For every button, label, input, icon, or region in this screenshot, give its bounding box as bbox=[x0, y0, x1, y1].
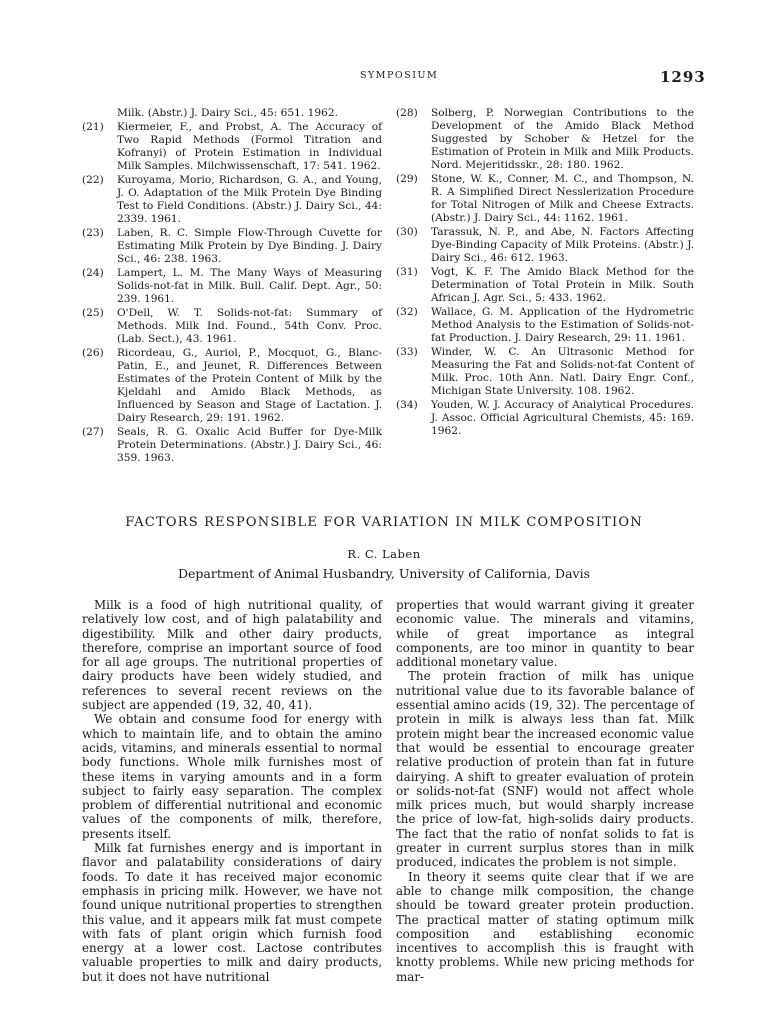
article-affiliation: Department of Animal Husbandry, University of California, Davis bbox=[178, 566, 590, 581]
reference-item bbox=[82, 307, 382, 346]
reference-item bbox=[396, 173, 694, 225]
reference-text: Seals, R. G. Oxalic Acid Buffer for Dye-Milk Protein Determinations. (Abstr.) J. Dairy Sci., 46: 359. 1963. bbox=[117, 426, 382, 464]
reference-number: (31) bbox=[396, 266, 418, 278]
reference-text: Milk. (Abstr.) J. Dairy Sci., 45: 651. 1962. bbox=[117, 107, 338, 119]
reference-number: (21) bbox=[82, 121, 104, 133]
reference-item bbox=[396, 266, 694, 305]
reference-item bbox=[396, 399, 694, 438]
running-head: SYMPOSIUM bbox=[360, 70, 439, 81]
reference-text: Winder, W. C. An Ultrasonic Method for Measuring the Fat and Solids-not-fat Content of Milk. Proc. 10th Ann. Natl. Dairy Engr. Conf., Michigan State University. 108. 1962. bbox=[431, 346, 694, 397]
reference-text: Kiermeier, F., and Probst, A. The Accuracy of Two Rapid Methods (Formol Titration and Kofranyi) of Protein Estimation in Individual Milk Samples. Milchwissenschaft, 17: 541. 1962. bbox=[117, 121, 382, 172]
body-left-column bbox=[82, 598, 382, 984]
reference-number: (26) bbox=[82, 347, 104, 359]
reference-text: Ricordeau, G., Auriol, P., Mocquot, G., Blanc-Patin, E., and Jeunet, R. Differences Between Estimates of the Protein Content of Milk by the Kjeldahl and Amido Black Methods, as Influenced by Season and Stage of Lactation. J. Dairy Research, 29: 191. 1962. bbox=[117, 347, 382, 424]
reference-text: Laben, R. C. Simple Flow-Through Cuvette for Estimating Milk Protein by Dye Binding. J. Dairy Sci., 46: 238. 1963. bbox=[117, 227, 382, 265]
reference-number: (22) bbox=[82, 174, 104, 186]
references-left-column bbox=[82, 107, 382, 466]
body-paragraph: Milk fat furnishes energy and is important in flavor and palatability considerations of dairy foods. To date it has received major economic emphasis in pricing milk. However, we have not found unique nutritional properties to strengthen this value, and it appears milk fat must compete with fats of plant origin which furnish food energy at a lower cost. Lactose contributes valuable properties to milk and dairy products, but it does not have nutritional bbox=[82, 841, 382, 984]
reference-item bbox=[396, 346, 694, 398]
reference-number: (24) bbox=[82, 267, 104, 279]
reference-item bbox=[82, 121, 382, 173]
references-right-column bbox=[396, 107, 694, 439]
reference-item bbox=[396, 306, 694, 345]
reference-text: Youden, W. J. Accuracy of Analytical Procedures. J. Assoc. Official Agricultural Chemists, 45: 169. 1962. bbox=[431, 399, 694, 437]
reference-item bbox=[82, 267, 382, 306]
reference-item bbox=[396, 226, 694, 265]
page-number: 1293 bbox=[660, 68, 706, 86]
article-author: R. C. Laben bbox=[347, 547, 421, 561]
reference-item bbox=[396, 107, 694, 172]
reference-item bbox=[82, 174, 382, 226]
reference-text: O'Dell, W. T. Solids-not-fat: Summary of Methods. Milk Ind. Found., 54th Conv. Proc. (Lab. Sect.), 43. 1961. bbox=[117, 307, 382, 345]
reference-text: Tarassuk, N. P., and Abe, N. Factors Affecting Dye-Binding Capacity of Milk Proteins. (Abstr.) J. Dairy Sci., 46: 612. 1963. bbox=[431, 226, 694, 264]
reference-item bbox=[82, 107, 382, 120]
body-paragraph: In theory it seems quite clear that if we are able to change milk composition, the change should be toward greater protein production. The practical matter of stating optimum milk composition and establishing economic incentives to accomplish this is fraught with knotty problems. While new pricing methods for mar- bbox=[396, 869, 694, 984]
body-right-column bbox=[396, 598, 694, 984]
reference-item bbox=[82, 227, 382, 266]
body-paragraph: Milk is a food of high nutritional quality, of relatively low cost, and of high palatability and digestibility. Milk and other dairy products, therefore, comprise an important source of food for all age groups. The nutritional properties of dairy products have been widely studied, and references to several recent reviews on the subject are appended (19, 32, 40, 41). bbox=[82, 598, 382, 713]
article-title: FACTORS RESPONSIBLE FOR VARIATION IN MILK COMPOSITION bbox=[125, 515, 643, 530]
reference-number: (27) bbox=[82, 426, 104, 438]
reference-number: (34) bbox=[396, 399, 418, 411]
reference-item bbox=[82, 426, 382, 465]
reference-number: (25) bbox=[82, 307, 104, 319]
reference-item bbox=[82, 347, 382, 425]
reference-number: (28) bbox=[396, 107, 418, 119]
reference-number: (29) bbox=[396, 173, 418, 185]
body-paragraph: We obtain and consume food for energy with which to maintain life, and to obtain the amino acids, vitamins, and minerals essential to normal body functions. Whole milk furnishes most of these items in varying amounts and in a form subject to fairly easy separation. The complex problem of differential nutritional and economic values of the components of milk, therefore, presents itself. bbox=[82, 712, 382, 841]
reference-number: (32) bbox=[396, 306, 418, 318]
reference-text: Lampert, L. M. The Many Ways of Measuring Solids-not-fat in Milk. Bull. Calif. Dept. Agr., 50: 239. 1961. bbox=[117, 267, 382, 305]
reference-text: Stone, W. K., Conner, M. C., and Thompson, N. R. A Simplified Direct Nesslerization Procedure for Total Nitrogen of Milk and Cheese Extracts. (Abstr.) J. Dairy Sci., 44: 1162. 1961. bbox=[431, 173, 694, 224]
reference-number: (33) bbox=[396, 346, 418, 358]
body-paragraph: properties that would warrant giving it greater economic value. The minerals and vitamins, while of great importance as integral components, are too minor in quantity to bear additional monetary value. bbox=[396, 598, 694, 670]
reference-text: Solberg, P. Norwegian Contributions to the Development of the Amido Black Method Suggested by Schober & Hetzel for the Estimation of Protein in Milk and Milk Products. Nord. Mejeritidsskr., 28: 180. 1962. bbox=[431, 107, 694, 171]
reference-text: Kuroyama, Morio, Richardson, G. A., and Young, J. O. Adaptation of the Milk Protein Dye Binding Test to Field Conditions. (Abstr.) J. Dairy Sci., 44: 2339. 1961. bbox=[117, 174, 382, 225]
reference-number: (30) bbox=[396, 226, 418, 238]
body-paragraph: The protein fraction of milk has unique nutritional value due to its favorable balance of essential amino acids (19, 32). The percentage of protein in milk is always less than fat. Milk protein might bear the increased economic value that would be essential to encourage greater relative production of protein than fat in future dairying. A shift to greater evaluation of protein or solids-not-fat (SNF) would not affect whole milk prices much, but would sharply increase the price of low-fat, high-solids dairy products. The fact that the ratio of nonfat solids to fat is greater in current surplus stores than in milk produced, indicates the problem is not simple. bbox=[396, 669, 694, 870]
reference-text: Wallace, G. M. Application of the Hydrometric Method Analysis to the Estimation of Solids-not-fat Production. J. Dairy Research, 29: 11. 1961. bbox=[431, 306, 694, 344]
reference-number: (23) bbox=[82, 227, 104, 239]
reference-text: Vogt, K. F. The Amido Black Method for the Determination of Total Protein in Milk. South African J. Agr. Sci., 5: 433. 1962. bbox=[431, 266, 694, 304]
